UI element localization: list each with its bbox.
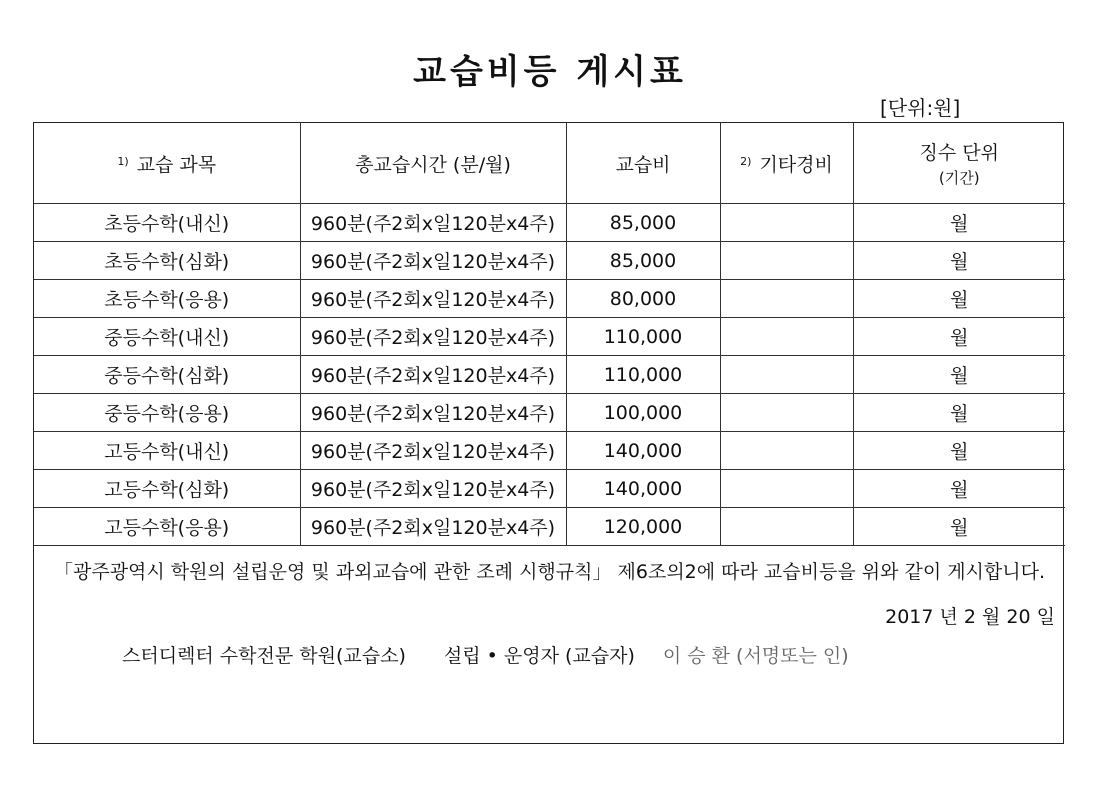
cell-fee: 110,000 [566, 318, 720, 356]
header-other: $^{2)}$ 기타경비 [720, 123, 853, 204]
cell-time: 960분(주2회x일120분x4주) [300, 318, 566, 356]
table-row [34, 432, 1065, 470]
table-row [34, 280, 1065, 318]
cell-period: 월 [853, 394, 1065, 432]
cell-period: 월 [853, 508, 1065, 546]
notice-text: 「광주광역시 학원의 설립운영 및 과외교습에 관한 조례 시행규칙」 제6조의2에 따라 교습비등을 위와 같이 게시합니다. [54, 561, 1046, 583]
cell-fee: 140,000 [566, 470, 720, 508]
cell-fee: 80,000 [566, 280, 720, 318]
cell-other [720, 356, 853, 394]
cell-other [720, 508, 853, 546]
table-row [34, 508, 1065, 546]
operator-role: 설립 • 운영자 (교습자) [443, 645, 635, 667]
cell-other [720, 394, 853, 432]
cell-subject: 초등수학(내신) [34, 204, 300, 242]
cell-subject: 초등수학(응용) [34, 280, 300, 318]
cell-subject: 중등수학(심화) [34, 356, 300, 394]
cell-other [720, 318, 853, 356]
operator-name: 이 승 환 (서명또는 인) [662, 645, 849, 667]
footnote-2: 2) [740, 154, 752, 168]
cell-time: 960분(주2회x일120분x4주) [300, 356, 566, 394]
signature-line [34, 641, 1063, 668]
table-header-row [34, 123, 1065, 204]
table-row [34, 470, 1065, 508]
fee-table [34, 123, 1065, 546]
cell-subject: 초등수학(심화) [34, 242, 300, 280]
cell-fee: 100,000 [566, 394, 720, 432]
cell-subject: 고등수학(내신) [34, 432, 300, 470]
unit-label: [단위:원] [880, 96, 961, 120]
table-row [34, 394, 1065, 432]
academy-name: 스터디렉터 수학전문 학원(교습소) [122, 645, 406, 667]
cell-period: 월 [853, 280, 1065, 318]
notice-date: 2017 년 2 월 20 일 [885, 606, 1055, 628]
cell-other [720, 470, 853, 508]
cell-other [720, 242, 853, 280]
cell-fee: 110,000 [566, 356, 720, 394]
table-row [34, 204, 1065, 242]
cell-fee: 140,000 [566, 432, 720, 470]
table-row [34, 242, 1065, 280]
header-period: 징수 단위 (기간) [853, 123, 1065, 204]
table-row [34, 318, 1065, 356]
cell-fee: 120,000 [566, 508, 720, 546]
cell-period: 월 [853, 242, 1065, 280]
cell-time: 960분(주2회x일120분x4주) [300, 432, 566, 470]
cell-subject: 고등수학(응용) [34, 508, 300, 546]
cell-other [720, 432, 853, 470]
table-row [34, 356, 1065, 394]
cell-time: 960분(주2회x일120분x4주) [300, 280, 566, 318]
cell-subject: 중등수학(내신) [34, 318, 300, 356]
cell-period: 월 [853, 204, 1065, 242]
header-total-time: 총교습시간 (분/월) [300, 123, 566, 204]
footnote-1: 1) [117, 154, 129, 168]
cell-period: 월 [853, 318, 1065, 356]
cell-fee: 85,000 [566, 242, 720, 280]
fee-board [33, 122, 1064, 744]
document-title: 교습비등 게시표 [413, 52, 687, 92]
cell-time: 960분(주2회x일120분x4주) [300, 242, 566, 280]
cell-time: 960분(주2회x일120분x4주) [300, 508, 566, 546]
header-fee: 교습비 [566, 123, 720, 204]
cell-period: 월 [853, 470, 1065, 508]
cell-time: 960분(주2회x일120분x4주) [300, 394, 566, 432]
cell-subject: 중등수학(응용) [34, 394, 300, 432]
cell-period: 월 [853, 356, 1065, 394]
header-subject: $^{1)}$ 교습 과목 [34, 123, 300, 204]
cell-other [720, 204, 853, 242]
cell-period: 월 [853, 432, 1065, 470]
cell-time: 960분(주2회x일120분x4주) [300, 470, 566, 508]
cell-other [720, 280, 853, 318]
cell-time: 960분(주2회x일120분x4주) [300, 204, 566, 242]
cell-fee: 85,000 [566, 204, 720, 242]
cell-subject: 고등수학(심화) [34, 470, 300, 508]
